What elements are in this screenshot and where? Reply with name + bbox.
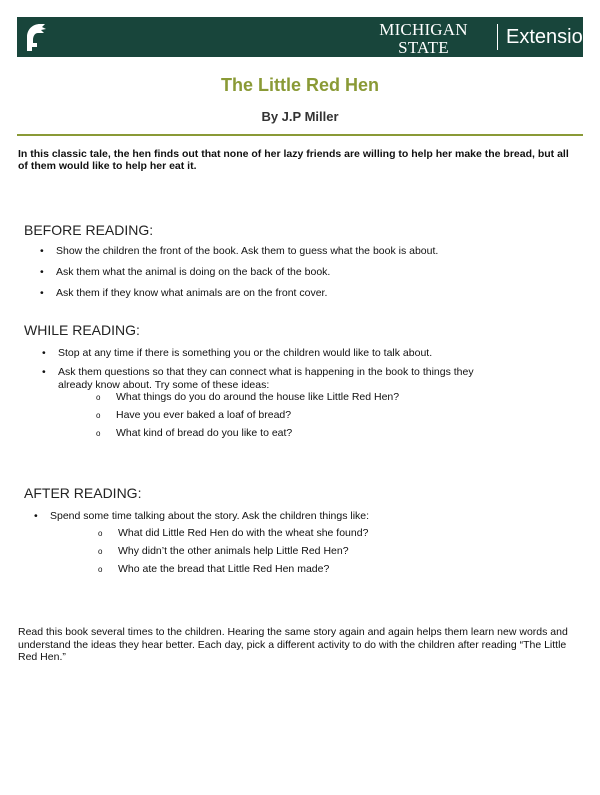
wordmark-rule [361,58,486,59]
list-item: • Ask them what the animal is doing on the back of the book. [38,266,578,279]
list-item: • Stop at any time if there is something you or the children would like to talk about. [40,347,510,360]
sub-list-item: o Have you ever baked a loaf of bread? [40,409,560,422]
while-reading-heading: WHILE READING: [24,322,140,338]
sub-list-item: o What kind of bread do you like to eat? [40,427,560,440]
after-reading-list [32,510,572,523]
after-reading-heading: AFTER READING: [24,485,142,501]
header-divider [497,24,498,50]
list-item: • Show the children the front of the book. Ask them to guess what the book is about. [38,245,578,258]
sub-list-item: o Who ate the bread that Little Red Hen made? [32,563,572,576]
document-title: The Little Red Hen [220,75,379,95]
header-banner [17,17,594,72]
spartan-helmet-icon [23,21,49,53]
document-author: By J.P Miller [261,109,339,124]
before-reading-list [38,245,578,300]
sub-list-item: o What things do you do around the house like Little Red Hen? [40,391,560,404]
extension-label: Extension [506,26,594,48]
list-item: • Ask them questions so that they can connect what is happening in the book to things they already know about. Try some of these ideas: [40,366,510,392]
while-reading-list [40,347,510,394]
university-wordmark [357,21,490,73]
sub-list-item: o Why didn’t the other animals help Little Red Hen? [32,545,572,558]
title-rule [17,134,583,136]
closing-paragraph: Read this book several times to the children. Hearing the same story again and again helps them learn new words and understand the ideas they hear better. Each day, pick a different activity to do with the children after reading “The Little Red Hen.” [18,626,568,663]
after-reading-sublist [32,527,572,576]
intro-paragraph: In this classic tale, the hen finds out that none of her lazy friends are willing to help her make the bread, but all of them would like to help her eat it. [18,148,569,172]
list-item: • Ask them if they know what animals are on the front cover. [38,287,578,300]
while-reading-sublist [40,391,560,440]
before-reading-heading: BEFORE READING: [24,222,154,238]
list-item: • Spend some time talking about the story. Ask the children things like: [32,510,572,523]
university-name-line1: MICHIGAN STATE [379,20,468,57]
university-name-line2: UNIVERSITY [366,61,487,72]
sub-list-item: o What did Little Red Hen do with the wheat she found? [32,527,572,540]
